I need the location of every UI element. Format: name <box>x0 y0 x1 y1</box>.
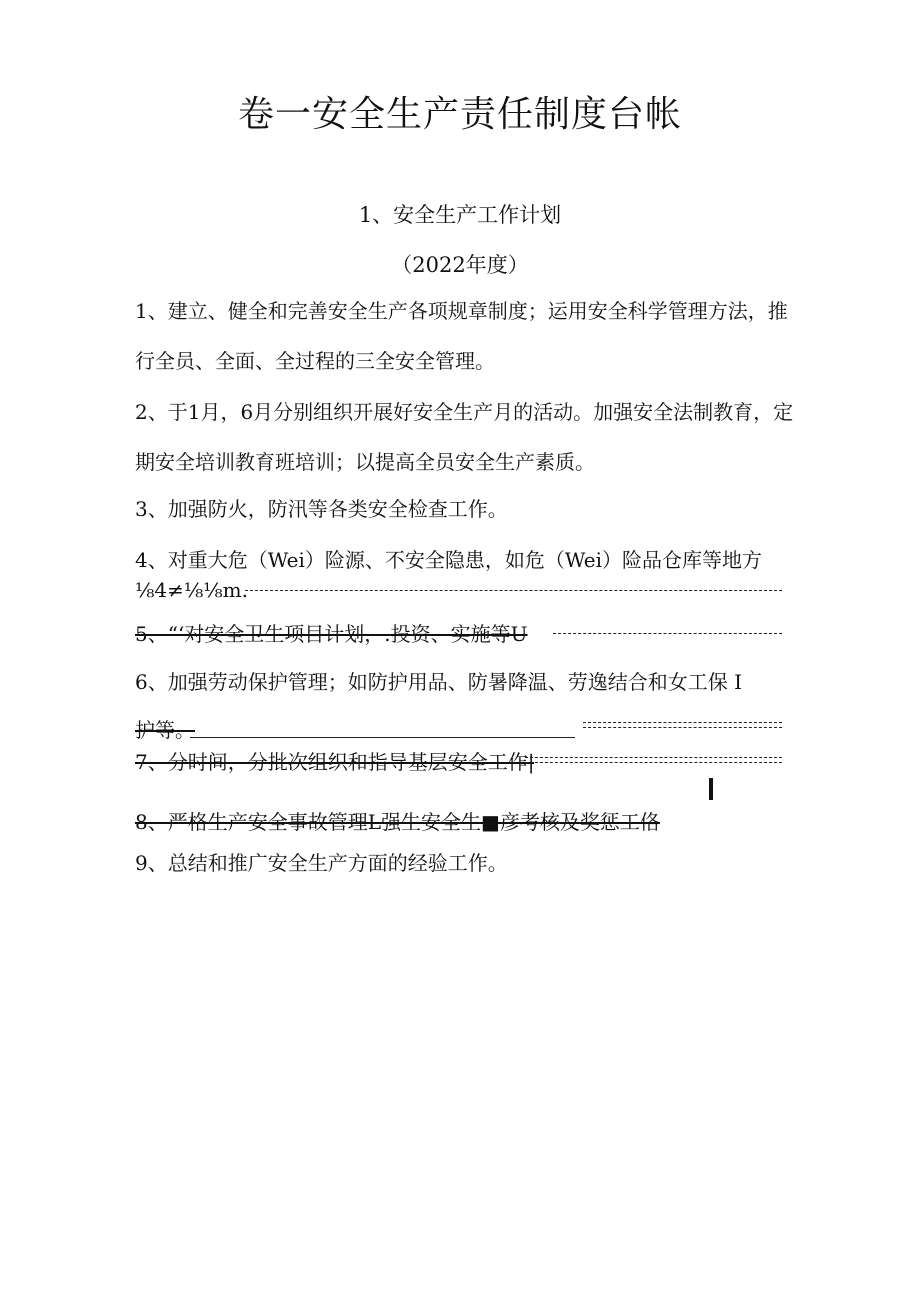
item-7: 7、分时间，分批次组织和指导基层安全工作| <box>135 750 535 774</box>
dash-fill-line <box>245 590 782 591</box>
item-6-line-1: 6、加强劳动保护管理；如防护用品、防暑降温、劳逸结合和女工保 I <box>135 670 742 694</box>
year-label: （2022年度） <box>391 253 529 277</box>
item-3: 3、加强防火，防汛等各类安全检查工作。 <box>135 497 508 521</box>
section-heading: 1、安全生产工作计划 <box>358 203 562 227</box>
dash-fill-line <box>553 633 782 634</box>
item-2: 2、于1月，6月分别组织开展好安全生产月的活动。加强安全法制教育，定期安全培训教育班培训；以提高全员安全生产素质。 <box>135 400 794 474</box>
item-5: 5、“‘对安全卫生项目计划，.投资、实施等U <box>135 622 528 646</box>
item-1: 1、建立、健全和完善安全生产各项规章制度；运用安全科学管理方法，推行全员、全面、全过程的三全安全管理。 <box>135 299 788 373</box>
document-title: 卷一安全生产责任制度台帐 <box>237 94 682 135</box>
item-6-line-2: 护等。 <box>135 718 195 742</box>
item-9: 9、总结和推广安全生产方面的经验工作。 <box>135 851 508 875</box>
double-dash-line <box>525 757 782 763</box>
item-4-line-2: ⅛4≠⅛⅛m. <box>135 578 248 602</box>
vertical-bar-mark <box>709 778 713 800</box>
item-4-line-1: 4、对重大危（Wei）险源、不安全隐患，如危（Wei）险品仓库等地方 <box>135 548 763 572</box>
item-8: 8、严格生产安全事故管理L强生安全生■彦考核及奖惩工佫 <box>135 810 660 834</box>
underline-rule <box>190 737 575 738</box>
double-dash-line <box>583 722 782 728</box>
